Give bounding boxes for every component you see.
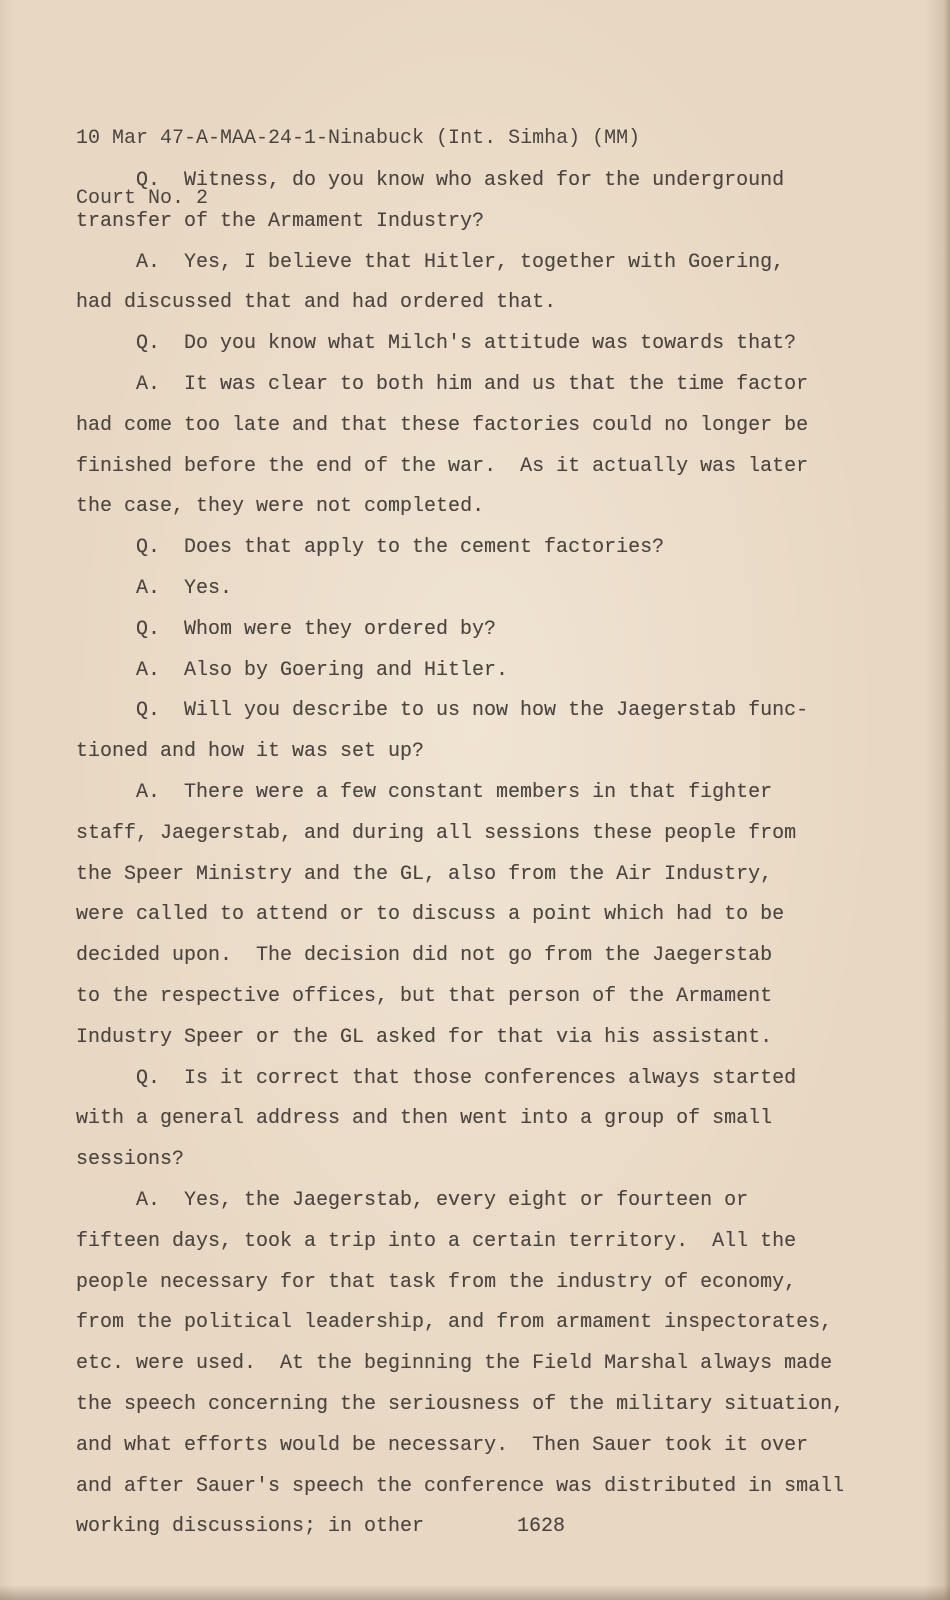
transcript-line bbox=[76, 324, 936, 365]
transcript-line bbox=[76, 365, 936, 406]
line-text: had come too late and that these factories could no longer be bbox=[76, 413, 809, 437]
transcript-line bbox=[76, 773, 936, 814]
transcript-line bbox=[76, 243, 936, 284]
line-text: the case, they were not completed. bbox=[76, 495, 485, 519]
transcript-line bbox=[76, 447, 936, 488]
transcript-line bbox=[76, 977, 936, 1018]
line-text: tioned and how it was set up? bbox=[76, 740, 425, 764]
line-text: There were a few constant members in that fighter bbox=[184, 780, 773, 804]
transcript-line bbox=[76, 1385, 936, 1426]
transcript-line bbox=[76, 1099, 936, 1140]
transcript-line bbox=[76, 1018, 936, 1059]
line-text: were called to attend or to discuss a point which had to be bbox=[76, 903, 785, 927]
line-text: the speech concerning the seriousness of the military situation, bbox=[76, 1392, 845, 1416]
speaker-label: A. bbox=[136, 372, 161, 396]
line-text: the Speer Ministry and the GL, also from the Air Industry, bbox=[76, 862, 773, 886]
line-text: people necessary for that task from the industry of economy, bbox=[76, 1270, 797, 1294]
transcript-line bbox=[76, 202, 936, 243]
transcript-body bbox=[76, 161, 936, 1548]
transcript-line bbox=[76, 732, 936, 773]
speaker-label: A. bbox=[136, 1188, 161, 1212]
case-reference: 10 Mar 47-A-MAA-24-1-Ninabuck (Int. Simha) (MM) bbox=[76, 127, 641, 150]
line-text: to the respective offices, but that person of the Armament bbox=[76, 984, 773, 1008]
line-text: decided upon. The decision did not go from the Jaegerstab bbox=[76, 944, 773, 968]
transcript-line bbox=[76, 691, 936, 732]
transcript-line bbox=[76, 651, 936, 692]
speaker-label: Q. bbox=[136, 1066, 161, 1090]
transcript-line bbox=[76, 528, 936, 569]
line-text: from the political leadership, and from armament inspectorates, bbox=[76, 1311, 833, 1335]
transcript-line bbox=[76, 936, 936, 977]
line-text: transfer of the Armament Industry? bbox=[76, 209, 485, 233]
transcript-line bbox=[76, 1140, 936, 1181]
transcript-line bbox=[76, 1181, 936, 1222]
line-text: sessions? bbox=[76, 1148, 185, 1172]
transcript-line bbox=[76, 569, 936, 610]
speaker-label: Q. bbox=[136, 617, 161, 641]
speaker-label: A. bbox=[136, 250, 161, 274]
transcript-line bbox=[76, 406, 936, 447]
speaker-label: A. bbox=[136, 658, 161, 682]
transcript-line bbox=[76, 161, 936, 202]
line-text: Is it correct that those conferences always started bbox=[184, 1066, 797, 1090]
transcript-line bbox=[76, 895, 936, 936]
line-text: Yes, I believe that Hitler, together with Goering, bbox=[184, 250, 785, 274]
transcript-line bbox=[76, 283, 936, 324]
line-text: Yes, the Jaegerstab, every eight or fourteen or bbox=[184, 1188, 749, 1212]
page-edge bbox=[944, 0, 950, 1600]
line-text: Does that apply to the cement factories? bbox=[184, 536, 665, 560]
speaker-label: Q. bbox=[136, 699, 161, 723]
transcript-line bbox=[76, 610, 936, 651]
speaker-label: Q. bbox=[136, 332, 161, 356]
line-text: staff, Jaegerstab, and during all sessions these people from bbox=[76, 821, 797, 845]
transcript-line bbox=[76, 1263, 936, 1304]
line-text: had discussed that and had ordered that. bbox=[76, 291, 557, 315]
transcript-line bbox=[76, 1303, 936, 1344]
line-text: Witness, do you know who asked for the underground bbox=[184, 169, 785, 192]
transcript-line bbox=[76, 1467, 936, 1508]
line-text: etc. were used. At the beginning the Field Marshal always made bbox=[76, 1352, 833, 1376]
line-text: Whom were they ordered by? bbox=[184, 617, 497, 641]
line-text: finished before the end of the war. As it actually was later bbox=[76, 454, 809, 478]
line-text: and after Sauer's speech the conference was distributed in small bbox=[76, 1474, 845, 1498]
transcript-line bbox=[76, 814, 936, 855]
line-text: Industry Speer or the GL asked for that via his assistant. bbox=[76, 1025, 773, 1049]
speaker-label: Q. bbox=[136, 169, 161, 192]
line-text: fifteen days, took a trip into a certain territory. All the bbox=[76, 1229, 797, 1253]
speaker-label: A. bbox=[136, 780, 161, 804]
line-text: Will you describe to us now how the Jaegerstab func- bbox=[184, 699, 809, 723]
transcript-line bbox=[76, 1059, 936, 1100]
transcript-line bbox=[76, 1344, 936, 1385]
speaker-label: Q. bbox=[136, 536, 161, 560]
line-text: and what efforts would be necessary. Then Sauer took it over bbox=[76, 1433, 809, 1457]
line-text: Also by Goering and Hitler. bbox=[184, 658, 509, 682]
line-text: It was clear to both him and us that the time factor bbox=[184, 372, 809, 396]
line-text: Yes. bbox=[184, 576, 233, 600]
transcript-line bbox=[76, 487, 936, 528]
transcript-line bbox=[76, 1426, 936, 1467]
court-number: Court No. 2 bbox=[76, 187, 209, 210]
speaker-label: A. bbox=[136, 576, 161, 600]
transcript-line bbox=[76, 1222, 936, 1263]
transcript-line bbox=[76, 1507, 936, 1548]
page-number: 1628 bbox=[517, 1515, 566, 1539]
line-text: working discussions; in other bbox=[76, 1515, 425, 1539]
transcript-line bbox=[76, 855, 936, 896]
line-text: Do you know what Milch's attitude was towards that? bbox=[184, 332, 797, 356]
line-text: with a general address and then went into a group of small bbox=[76, 1107, 773, 1131]
